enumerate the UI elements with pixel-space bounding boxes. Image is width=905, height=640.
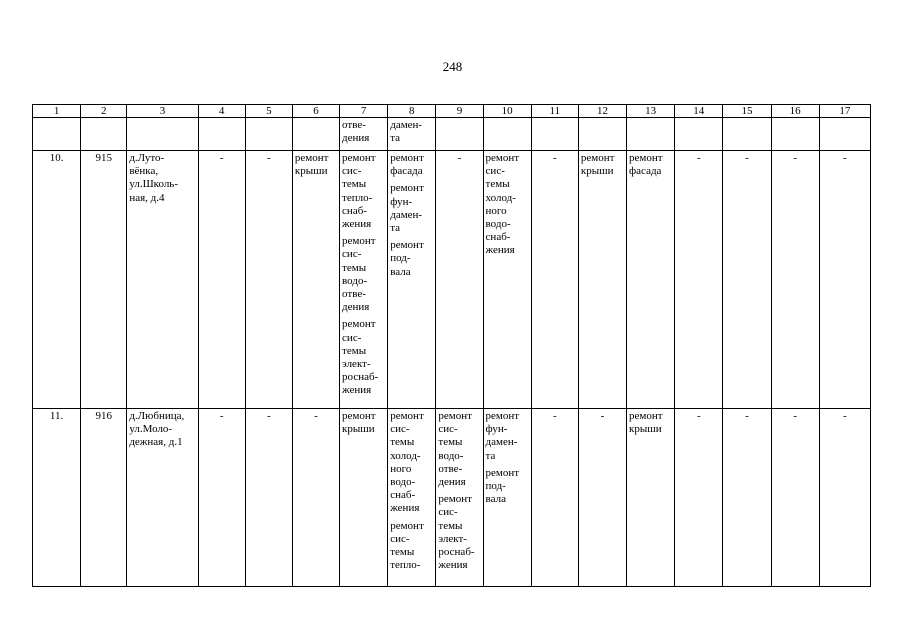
cell-text-line: фун- (485, 423, 508, 436)
cell-text-line: сис- (390, 532, 410, 545)
continuation-cell (675, 118, 723, 151)
cell-text-line: водо- (438, 449, 464, 462)
cell-text-line: сис- (485, 165, 505, 178)
work-item (390, 410, 433, 516)
work-item (390, 239, 433, 279)
column-number-header: 3 (127, 105, 198, 118)
cell-text-line: снаб- (342, 204, 367, 217)
column-number-header: 6 (292, 105, 339, 118)
cell-text-line: ремонт (390, 519, 424, 532)
column-16-cell: - (771, 151, 819, 409)
cell-text-line: та (390, 222, 401, 235)
column-7-cell (340, 409, 388, 587)
cell-text-line: темы (390, 546, 415, 559)
cell-text-line: та (485, 449, 496, 462)
cell-text-line: элект- (342, 358, 371, 371)
column-number-header: 4 (198, 105, 245, 118)
cell-text-line: дения (342, 132, 370, 145)
column-17-cell: - (819, 409, 870, 587)
cell-text-line: под- (390, 252, 411, 265)
column-number-header: 13 (627, 105, 675, 118)
column-10-cell (483, 409, 531, 587)
column-number-header: 10 (483, 105, 531, 118)
row-code-cell: 915 (81, 151, 127, 409)
column-number-header: 15 (723, 105, 771, 118)
cell-text-line: под- (485, 480, 506, 493)
cell-text-line: д.Луто- (129, 152, 165, 164)
cell-text-line: вала (390, 265, 411, 278)
cell-text-line: крыши (294, 165, 328, 178)
column-number-header: 1 (33, 105, 81, 118)
column-16-cell: - (771, 409, 819, 587)
cell-text-line: ремонт (390, 152, 424, 164)
cell-text-line: жения (438, 559, 468, 572)
cell-text-line: ремонт (390, 410, 424, 422)
cell-text-line: темы (438, 519, 463, 532)
cell-text-line: фун- (390, 195, 413, 208)
cell-text-line: сис- (342, 248, 362, 261)
column-10-cell (483, 151, 531, 409)
work-item (581, 152, 624, 178)
continuation-cell (245, 118, 292, 151)
column-number-header: 9 (436, 105, 483, 118)
column-14-cell: - (675, 151, 723, 409)
cell-text-line: ремонт (438, 410, 472, 422)
cell-text-line: крыши (580, 165, 614, 178)
cell-text-line: та (390, 132, 401, 145)
column-11-cell: - (531, 151, 578, 409)
column-15-cell: - (723, 409, 771, 587)
work-item (486, 152, 529, 258)
continuation-cell (723, 118, 771, 151)
cell-text-line: темы (485, 178, 510, 191)
cell-text-line: ремонт (342, 235, 376, 248)
cell-text-line: жения (390, 502, 420, 515)
column-5-cell: - (245, 409, 292, 587)
column-17-cell: - (819, 151, 870, 409)
continuation-row (33, 118, 871, 151)
cell-text-line: ремонт (342, 410, 376, 422)
cell-text-line: ул.Школь- (129, 178, 178, 191)
cell-text-line: сис- (342, 165, 362, 178)
work-item (342, 318, 385, 397)
work-item (390, 182, 433, 235)
work-item (390, 152, 433, 178)
continuation-cell (436, 118, 483, 151)
continuation-cell (627, 118, 675, 151)
cell-text-line: тепло- (390, 559, 421, 572)
work-item (438, 410, 480, 489)
column-11-cell: - (531, 409, 578, 587)
cell-text-line: темы (390, 436, 415, 449)
work-item (438, 493, 480, 572)
column-8-cell (388, 409, 436, 587)
column-4-cell: - (198, 409, 245, 587)
cell-text-line: водо- (342, 274, 368, 287)
cell-text-line: темы (342, 344, 367, 357)
cell-text-line: отве- (438, 462, 463, 475)
cell-text-line: снаб- (485, 231, 511, 244)
cell-text-line: тепло- (342, 191, 373, 204)
column-5-cell: - (245, 151, 292, 409)
cell-text-line: вёнка, (129, 165, 159, 178)
cell-text-line: сис- (390, 423, 410, 436)
column-number-header: 5 (245, 105, 292, 118)
work-item (342, 235, 385, 314)
column-13-cell (627, 151, 675, 409)
cell-text-line: ремонт (629, 410, 663, 422)
work-item (295, 152, 337, 178)
cell-text-line: крыши (629, 423, 662, 436)
cell-text-line: ремонт (390, 182, 424, 195)
cell-text-line: ремонт (629, 152, 663, 164)
column-number-header: 14 (675, 105, 723, 118)
cell-text-line: жения (342, 384, 372, 397)
cell-text-line: ремонт (342, 152, 376, 164)
address-cell (127, 151, 198, 409)
column-15-cell: - (723, 151, 771, 409)
column-12-cell (578, 151, 626, 409)
repair-schedule-table (32, 104, 871, 587)
cell-text-line: ремонт (485, 152, 520, 164)
column-number-header: 17 (819, 105, 870, 118)
cell-text-line: холод- (390, 449, 421, 462)
cell-text-line: темы (342, 178, 367, 191)
continuation-cell (819, 118, 870, 151)
cell-text-line: ул.Моло- (129, 423, 173, 436)
cell-text-line: ремонт (438, 493, 472, 506)
cell-text-line: жения (342, 218, 372, 231)
table-row (33, 409, 871, 587)
column-number-header: 8 (388, 105, 436, 118)
continuation-cell (198, 118, 245, 151)
work-item (629, 410, 672, 436)
address-cell (127, 409, 198, 587)
work-item (486, 467, 529, 507)
cell-text-line: холод- (485, 191, 516, 204)
cell-text-line: дежная, д.1 (129, 436, 183, 449)
table-row (33, 151, 871, 409)
cell-text-line: ного (485, 204, 507, 217)
work-item (629, 152, 672, 178)
cell-text-line: ремонт (485, 410, 520, 422)
column-number-header: 2 (81, 105, 127, 118)
cell-text-line: сис- (342, 331, 362, 344)
cell-text-line: сис- (438, 423, 458, 436)
cell-text-line: темы (342, 261, 367, 274)
cell-text-line: ремонт (580, 152, 615, 164)
cell-text-line: ремонт (294, 152, 329, 164)
cell-text-line: роснаб- (438, 546, 475, 559)
row-number-cell: 11. (33, 409, 81, 587)
continuation-cell (483, 118, 531, 151)
column-14-cell: - (675, 409, 723, 587)
cell-text-line: сис- (438, 506, 458, 519)
continuation-cell (531, 118, 578, 151)
cell-text-line: отве- (342, 288, 366, 301)
cell-text-line: крыши (342, 423, 375, 436)
cell-text-line: дамен- (390, 208, 423, 221)
cell-text-line: фасада (629, 165, 662, 178)
cell-text-line: дения (438, 476, 466, 489)
continuation-cell (33, 118, 81, 151)
cell-text-line: ная, д.4 (129, 191, 165, 204)
cell-text-line: ного (390, 462, 412, 475)
column-12-cell: - (578, 409, 626, 587)
column-13-cell (627, 409, 675, 587)
column-8-cell (388, 151, 436, 409)
cell-text-line: отве- (342, 119, 366, 131)
column-number-header: 16 (771, 105, 819, 118)
column-4-cell: - (198, 151, 245, 409)
continuation-cell (340, 118, 388, 151)
cell-text-line: ремонт (485, 466, 520, 479)
work-item (342, 410, 385, 436)
continuation-cell (81, 118, 127, 151)
continuation-cell (771, 118, 819, 151)
row-number-cell: 10. (33, 151, 81, 409)
column-9-cell (436, 409, 483, 587)
cell-text-line: ремонт (390, 239, 424, 252)
work-item (390, 520, 433, 573)
cell-text-line: ремонт (342, 318, 376, 331)
column-7-cell (340, 151, 388, 409)
column-9-cell: - (436, 151, 483, 409)
column-number-header: 12 (578, 105, 626, 118)
work-item (342, 152, 385, 231)
cell-text-line: дамен- (390, 119, 423, 131)
row-code-cell: 916 (81, 409, 127, 587)
cell-text-line: элект- (438, 532, 467, 545)
cell-text-line: водо- (390, 476, 416, 489)
column-6-cell (292, 151, 339, 409)
column-number-header: 7 (340, 105, 388, 118)
cell-text-line: дамен- (485, 436, 518, 449)
cell-text-line: жения (485, 244, 515, 257)
cell-text-line: темы (438, 436, 463, 449)
cell-text-line: вала (485, 493, 506, 506)
cell-text-line: дения (342, 301, 370, 314)
cell-text-line: д.Любница, (129, 410, 185, 422)
work-item (486, 410, 529, 463)
continuation-cell (388, 118, 436, 151)
continuation-cell (127, 118, 198, 151)
continuation-cell (292, 118, 339, 151)
column-6-cell: - (292, 409, 339, 587)
column-number-header: 11 (531, 105, 578, 118)
cell-text-line: фасада (390, 165, 423, 178)
cell-text-line: роснаб- (342, 371, 379, 384)
column-number-row (33, 105, 871, 118)
page-number: 248 (442, 59, 463, 74)
continuation-cell (578, 118, 626, 151)
cell-text-line: водо- (485, 218, 511, 231)
cell-text-line: снаб- (390, 489, 416, 502)
